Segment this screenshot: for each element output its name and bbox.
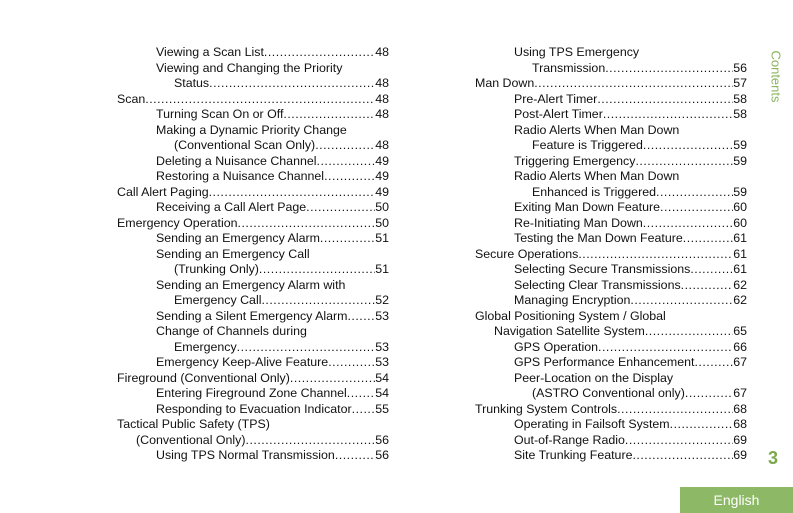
toc-entry-title: Sending an Emergency Alarm [156, 231, 320, 245]
dot-leader [690, 262, 733, 278]
toc-entry[interactable] [475, 278, 747, 294]
dot-leader [660, 200, 733, 216]
toc-entry-title: Making a Dynamic Priority Change [156, 122, 347, 137]
language-label: English [713, 492, 760, 508]
toc-entry-title: Emergency Keep-Alive Feature [156, 355, 329, 369]
toc-entry-title: Site Trunking Feature [514, 448, 633, 462]
toc-entry-title: Viewing a Scan List [156, 45, 264, 59]
dot-leader [645, 324, 733, 340]
dot-leader [617, 402, 733, 418]
dot-leader [347, 386, 375, 402]
toc-entry-page: 61 [733, 262, 747, 276]
toc-entry[interactable] [117, 200, 389, 216]
page-number: 3 [768, 448, 779, 468]
toc-entry[interactable] [475, 92, 747, 108]
contents-tab-label: Contents [768, 49, 784, 103]
dot-leader [694, 355, 733, 371]
toc-entry-title: Enhanced is Triggered [532, 184, 656, 199]
toc-entry[interactable] [475, 371, 747, 402]
dot-leader [643, 138, 733, 154]
dot-leader [315, 138, 375, 154]
dot-leader [320, 231, 375, 247]
toc-entry-title: Global Positioning System / Global [475, 308, 666, 323]
toc-entry-title: Transmission [532, 60, 606, 75]
toc-entry-title: Testing the Man Down Feature [514, 231, 683, 245]
toc-entry-page: 59 [733, 184, 747, 199]
dot-leader [635, 154, 733, 170]
toc-entry-page: 68 [733, 417, 747, 431]
toc-entry[interactable] [117, 402, 389, 418]
toc-entry[interactable] [475, 154, 747, 170]
toc-entry[interactable] [475, 262, 747, 278]
toc-entry-title: Feature is Triggered [532, 138, 643, 152]
toc-entry-page: 48 [375, 45, 389, 59]
dot-leader [328, 355, 375, 371]
toc-entry-title: Radio Alerts When Man Down [514, 169, 680, 183]
toc-entry-page: 56 [375, 432, 389, 447]
dot-leader [625, 433, 733, 449]
toc-entry-title: (ASTRO Conventional only) [532, 386, 685, 400]
dot-leader [578, 247, 733, 263]
toc-entry-title: Out-of-Range Radio [514, 432, 625, 447]
toc-entry[interactable] [117, 169, 389, 185]
toc-entry[interactable] [117, 386, 389, 402]
toc-entry-page: 65 [733, 324, 747, 338]
toc-entry-page: 54 [375, 386, 389, 400]
dot-leader [209, 76, 375, 92]
dot-leader [643, 216, 733, 232]
toc-entry[interactable] [475, 247, 747, 263]
toc-entry-page: 57 [733, 76, 747, 90]
dot-leader [317, 154, 376, 170]
toc-entry-title: Selecting Secure Transmissions [514, 262, 691, 276]
toc-entry-title: Triggering Emergency [514, 153, 636, 168]
dot-leader [237, 340, 376, 356]
dot-leader [145, 92, 375, 108]
dot-leader [597, 92, 733, 108]
dot-leader [290, 371, 375, 387]
toc-entry[interactable] [475, 45, 747, 76]
dot-leader [670, 417, 734, 433]
toc-entry[interactable] [117, 324, 389, 355]
toc-entry-title: Using TPS Emergency [514, 45, 640, 59]
dot-leader [656, 185, 733, 201]
dot-leader [259, 262, 375, 278]
toc-entry-title: Radio Alerts When Man Down [514, 122, 680, 137]
toc-entry[interactable] [117, 448, 389, 464]
toc-entry-title: Fireground (Conventional Only) [117, 370, 290, 385]
toc-entry-page: 67 [733, 386, 747, 400]
dot-leader [683, 231, 733, 247]
toc-entry-title: GPS Operation [514, 339, 599, 354]
toc-entry-page: 55 [375, 401, 389, 416]
dot-leader [603, 107, 733, 123]
toc-entry[interactable] [117, 247, 389, 278]
toc-entry[interactable] [117, 92, 389, 108]
toc-entry-title: Trunking System Controls [475, 401, 618, 416]
toc-entry-page: 61 [733, 231, 747, 245]
toc-entry-title: Re-Initiating Man Down [514, 215, 643, 230]
toc-entry-page: 53 [375, 308, 389, 323]
dot-leader [630, 293, 733, 309]
toc-entry-page: 53 [375, 339, 389, 354]
toc-entry[interactable] [475, 231, 747, 247]
toc-entry-title: (Conventional Only) [136, 432, 246, 447]
toc-entry-title: Restoring a Nuisance Channel [156, 169, 325, 183]
toc-entry-page: 66 [733, 339, 747, 354]
toc-entry[interactable] [117, 216, 389, 232]
toc-entry-page: 62 [733, 277, 747, 292]
toc-entry-page: 48 [375, 107, 389, 121]
toc-entry[interactable] [117, 45, 389, 61]
toc-entry[interactable] [117, 61, 389, 92]
toc-entry[interactable] [475, 169, 747, 200]
toc-entry[interactable] [117, 107, 389, 123]
toc-entry-page: 59 [733, 153, 747, 168]
toc-entry[interactable] [117, 309, 389, 325]
toc-entry[interactable] [475, 417, 747, 433]
dot-leader [246, 433, 376, 449]
toc-entry-page: 61 [733, 246, 747, 261]
toc-entry[interactable] [117, 371, 389, 387]
toc-entry-title: Turning Scan On or Off [156, 107, 284, 121]
toc-entry[interactable] [475, 355, 747, 371]
toc-entry-page: 50 [375, 215, 389, 230]
toc-entry-title: Operating in Failsoft System [514, 417, 670, 431]
toc-entry-title: Deleting a Nuisance Channel [156, 153, 317, 168]
dot-leader [685, 386, 733, 402]
toc-entry-page: 49 [375, 169, 389, 183]
toc-entry-title: Post-Alert Timer [514, 107, 603, 121]
toc-entry-page: 51 [375, 262, 389, 276]
toc-entry-title: Call Alert Paging [117, 184, 209, 199]
toc-entry-page: 67 [733, 355, 747, 369]
toc-entry[interactable] [475, 216, 747, 232]
toc-entry[interactable] [117, 231, 389, 247]
toc-entry-title: Peer-Location on the Display [514, 370, 674, 385]
toc-entry[interactable] [117, 417, 389, 448]
toc-entry-title: Tactical Public Safety (TPS) [117, 417, 270, 431]
toc-entry-title: Emergency Call [174, 293, 262, 307]
toc-entry-title: Viewing and Changing the Priority [156, 60, 343, 75]
toc-entry-title: Responding to Evacuation Indicator [156, 401, 352, 416]
toc-entry[interactable] [117, 154, 389, 170]
toc-entry[interactable] [117, 278, 389, 309]
toc-entry-page: 56 [733, 60, 747, 75]
dot-leader [264, 45, 375, 61]
dot-leader [283, 107, 375, 123]
dot-leader [605, 61, 733, 77]
toc-entry-title: Sending an Emergency Alarm with [156, 277, 346, 292]
toc-entry[interactable] [475, 107, 747, 123]
toc-entry-title: Man Down [475, 76, 535, 90]
toc-entry[interactable] [117, 185, 389, 201]
toc-entry-page: 54 [375, 370, 389, 385]
toc-entry-page: 58 [733, 91, 747, 106]
toc-entry-page: 56 [375, 448, 389, 462]
toc-entry-page: 58 [733, 107, 747, 121]
toc-entry-page: 59 [733, 138, 747, 152]
toc-entry-title: Entering Fireground Zone Channel [156, 386, 347, 400]
toc-entry[interactable] [117, 355, 389, 371]
toc-entry-title: Change of Channels during [156, 324, 307, 338]
toc-entry-page: 52 [375, 293, 389, 307]
toc-entry-page: 53 [375, 355, 389, 369]
toc-entry-page: 51 [375, 231, 389, 245]
toc-entry-page: 60 [733, 200, 747, 214]
toc-entry-page: 48 [375, 91, 389, 106]
dot-leader [598, 340, 733, 356]
toc-entry[interactable] [475, 448, 747, 464]
toc-entry-title: Sending a Silent Emergency Alarm [156, 308, 348, 323]
toc-entry-title: Selecting Clear Transmissions [514, 277, 681, 292]
toc-entry[interactable] [117, 123, 389, 154]
dot-leader [632, 448, 733, 464]
toc-entry-title: Pre-Alert Timer [514, 91, 598, 106]
dot-leader [209, 185, 376, 201]
toc-entry-title: Scan [117, 91, 146, 106]
dot-leader [534, 76, 733, 92]
dot-leader [352, 402, 376, 418]
toc-entry-page: 48 [375, 138, 389, 152]
dot-leader [681, 278, 734, 294]
toc-entry-page: 69 [733, 432, 747, 447]
toc-entry[interactable] [475, 123, 747, 154]
toc-entry-page: 69 [733, 448, 747, 462]
toc-entry-page: 62 [733, 293, 747, 307]
toc-entry[interactable] [475, 309, 747, 340]
toc-entry-title: (Trunking Only) [174, 262, 259, 276]
toc-entry-title: (Conventional Scan Only) [174, 138, 316, 152]
toc-entry[interactable] [475, 402, 747, 418]
dot-leader [335, 448, 375, 464]
toc-entry-title: Exiting Man Down Feature [514, 200, 661, 214]
toc-entry[interactable] [475, 76, 747, 92]
toc-entry-title: Secure Operations [475, 246, 579, 261]
toc-entry[interactable] [475, 340, 747, 356]
contents-side-tab [765, 45, 787, 107]
toc-entry-page: 60 [733, 215, 747, 230]
toc-entry[interactable] [475, 433, 747, 449]
language-bar [680, 487, 793, 513]
toc-entry-page: 49 [375, 153, 389, 168]
toc-entry-title: Navigation Satellite System [494, 324, 645, 338]
toc-entry-page: 48 [375, 76, 389, 90]
toc-entry-title: Status [174, 76, 210, 90]
dot-leader [238, 216, 376, 232]
dot-leader [324, 169, 375, 185]
toc-entry-page: 49 [375, 184, 389, 199]
toc-entry-title: Emergency [174, 339, 237, 354]
toc-entry-title: Receiving a Call Alert Page [156, 200, 307, 214]
toc-entry-title: Using TPS Normal Transmission [156, 448, 335, 462]
toc-entry[interactable] [475, 293, 747, 309]
toc-entry-title: Sending an Emergency Call [156, 246, 310, 261]
dot-leader [261, 293, 375, 309]
toc-entry-title: GPS Performance Enhancement [514, 355, 695, 369]
toc-entry-page: 68 [733, 401, 747, 416]
dot-leader [306, 200, 375, 216]
dot-leader [347, 309, 375, 325]
toc-entry[interactable] [475, 200, 747, 216]
toc-entry-title: Managing Encryption [514, 293, 631, 307]
toc-entry-page: 50 [375, 200, 389, 214]
toc-entry-title: Emergency Operation [117, 215, 238, 230]
toc-left-column [117, 45, 389, 464]
toc-right-column [475, 45, 747, 464]
